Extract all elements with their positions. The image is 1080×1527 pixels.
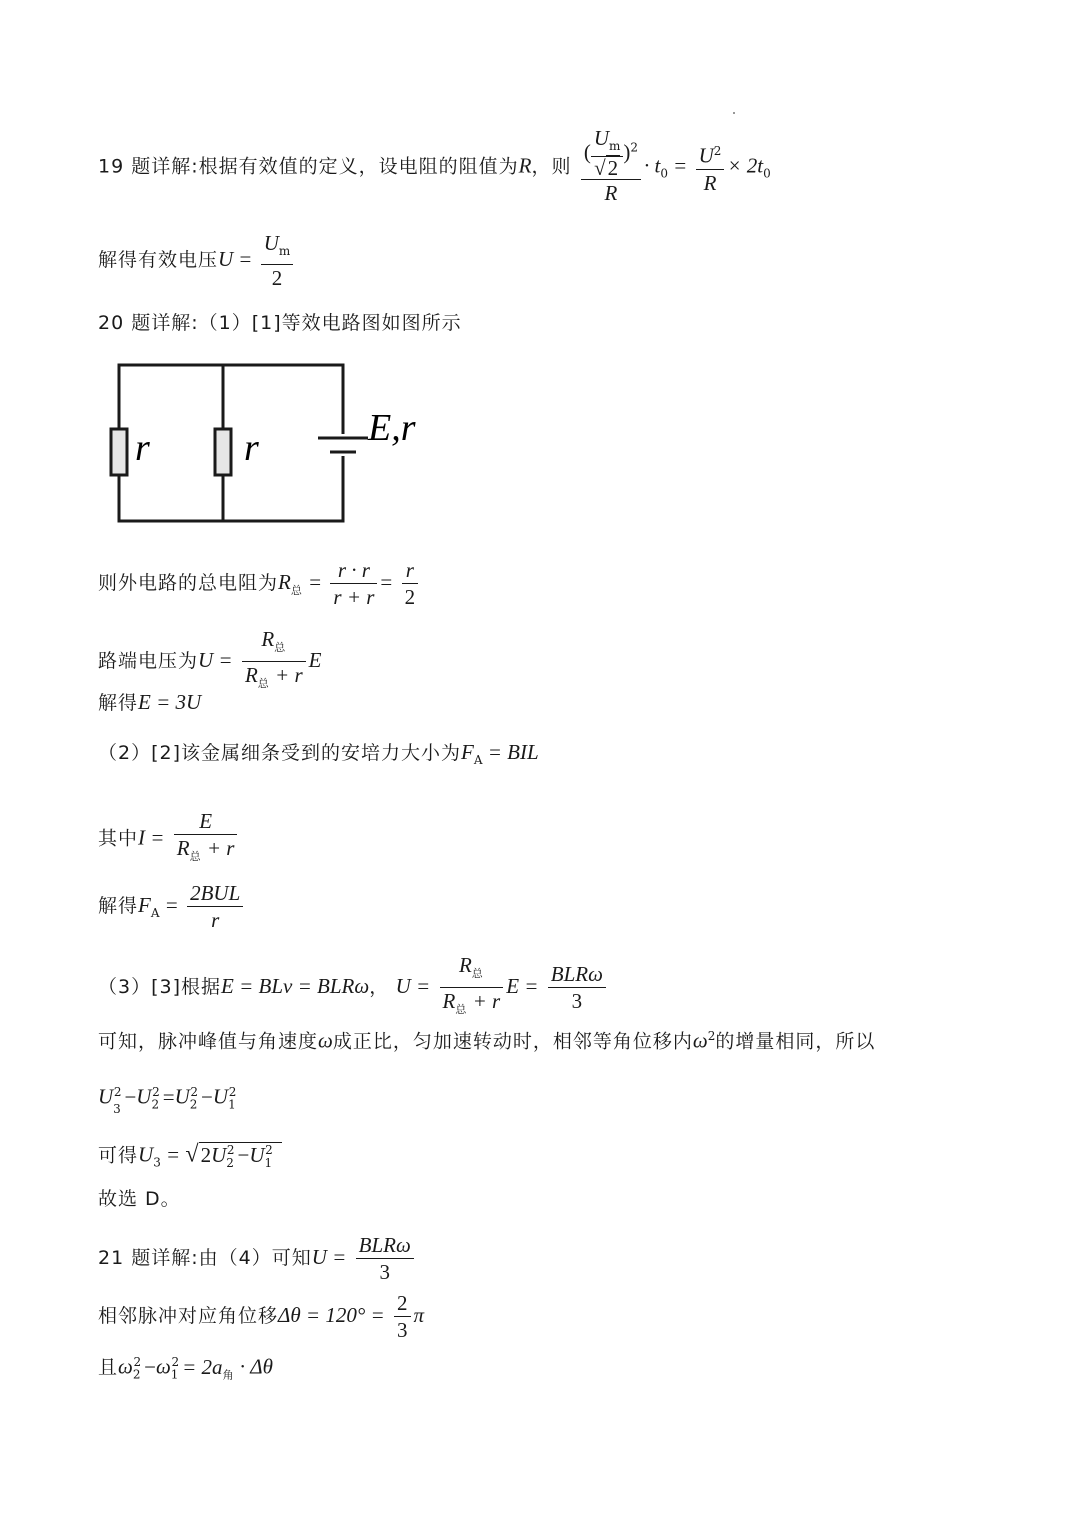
q21-heading-line: 21 题详解:由（4）可知U = $\frac{\text{BLRω}}{3}$: [98, 1232, 417, 1285]
circuit-diagram: [100, 350, 440, 530]
q20-know-line: 可知，脉冲峰值与角速度ω成正比，匀加速转动时，相邻等角位移内$\omega^2$的增量相同，所以: [98, 1028, 876, 1053]
terminal-fraction: $\frac{R_总}{R_总 + r}$: [242, 626, 306, 697]
q20-part2-line: （2）[2]该金属细条受到的安培力大小为$F_A$ = BIL: [98, 740, 539, 767]
q20-result-line: 可得$U_3 = √2U_2^2 -U_1^2$: [98, 1138, 282, 1175]
q19-solve-text: 解得有效电压: [98, 249, 219, 271]
q20-conclusion: 故选 D。: [98, 1188, 181, 1210]
q19-solve-line: 解得有效电压U = $\frac{U_m}{2}$: [98, 230, 296, 291]
q19-text2: ，则: [531, 155, 572, 178]
q20-solve-f-line: 解得$F_A$ = $\frac{\text{2BUL}}{r}$: [98, 880, 246, 933]
q20-u-equation: $U_3^2 -U_2^2 =U_2^2 -U_1^2$: [98, 1084, 237, 1116]
q21-omega-line: 且$\omega_2^2 -\omega_1^2 = 2a_角 \cdot \Delta\theta$: [98, 1354, 273, 1382]
part3-fraction-2: $\frac{\text{BLRω}}{3}$: [548, 961, 606, 1014]
var-R: R: [518, 153, 532, 178]
q19-solve-fraction: $\frac{U_m}{2}$: [261, 230, 294, 291]
q20-heading: 20 题详解:（1）[1]等效电路图如图所示: [98, 312, 462, 334]
q21-fraction: $\frac{\text{BLRω}}{3}$: [356, 1232, 414, 1285]
q19-fraction-right: $\frac{U^2}{R}$: [696, 138, 725, 196]
q19-fraction-left: ( $\frac{U_m}{√2}$ )$^2$ R: [581, 128, 641, 206]
q19-line: 19 题详解:根据有效值的定义，设电阻的阻值为R，则 ( $\frac{U_m}{√2}$ )$^2$ R · $t_0$ = $\frac{U^2}{R}$ × $2t_0$: [98, 126, 771, 205]
resistor-1-label: r: [135, 427, 150, 469]
part3-fraction-1: $\frac{R_总}{R_总 + r}$: [440, 952, 504, 1023]
source-label: E,r: [368, 407, 416, 449]
q20-solve-e-line: 解得E = 3U: [98, 690, 202, 714]
q20-where-line: 其中I = $\frac{E}{R_总 + r}$: [98, 808, 240, 870]
total-r-fraction-2: $\frac{r}{2}$: [402, 557, 419, 610]
q19-text: 19 题详解:根据有效值的定义，设电阻的阻值为: [98, 155, 519, 178]
q20-total-r-line: 则外电路的总电阻为$R_总$ = $\frac{r \cdot r}{r + r}$ = $\frac{r}{2}$: [98, 557, 421, 610]
stray-dot: [733, 112, 735, 114]
q20-part3-line: （3）[3]根据E = BLv = BLRω， U = $\frac{R_总}{R_总 + r}$ E = $\frac{\text{BLRω}}{3}$: [98, 952, 609, 1023]
q21-angle-fraction: $\frac{2}{3}$: [394, 1290, 411, 1343]
resistor-1-icon: [111, 429, 127, 475]
q21-angle-line: 相邻脉冲对应角位移Δθ = 120° = $\frac{2}{3}$ π: [98, 1291, 425, 1342]
where-fraction: $\frac{E}{R_总 + r}$: [174, 808, 238, 870]
total-r-fraction-1: $\frac{r \cdot r}{r + r}$: [330, 557, 377, 610]
solve-f-fraction: $\frac{\text{2BUL}}{r}$: [187, 880, 243, 933]
resistor-2-label: r: [244, 427, 259, 469]
q20-terminal-line: 路端电压为U = $\frac{R_总}{R_总 + r}$ E: [98, 626, 321, 697]
resistor-2-icon: [215, 429, 231, 475]
